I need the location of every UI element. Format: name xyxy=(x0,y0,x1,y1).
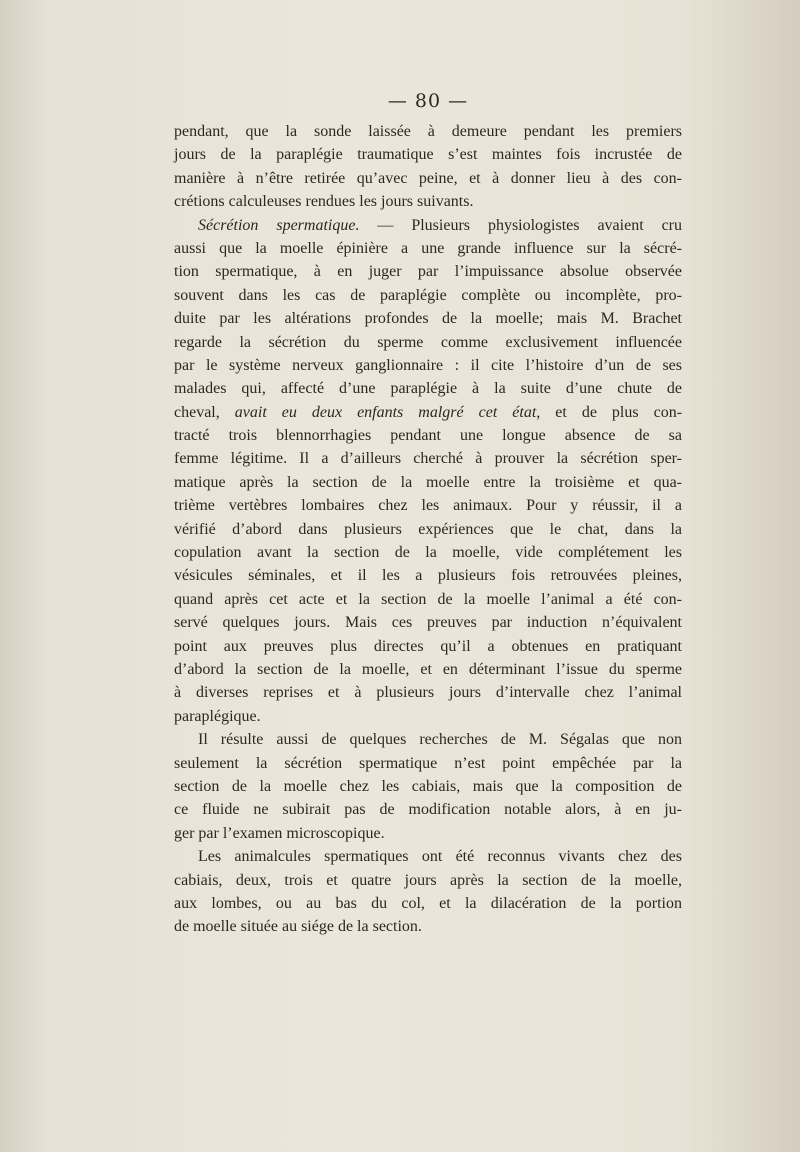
page-number: — 80 — xyxy=(387,90,469,112)
text-segment: de moelle située au siége de la section. xyxy=(174,918,422,936)
text-segment: Les animalcules spermatiques ont été reconnus vivants chez des xyxy=(198,848,682,866)
text-line xyxy=(174,284,682,307)
text-segment: aussi que la moelle épinière a une grande influence sur la sécré- xyxy=(174,239,682,257)
text-line xyxy=(174,798,682,821)
text-segment: cheval, xyxy=(174,403,235,421)
text-segment: regarde la sécrétion du sperme comme exclusivement influencée xyxy=(174,333,682,351)
text-line xyxy=(174,377,682,400)
italic-text: Sécrétion spermatique. xyxy=(198,216,360,234)
text-segment: paraplégique. xyxy=(174,707,261,725)
text-segment: — Plusieurs physiologistes avaient cru xyxy=(359,216,683,234)
text-segment: quand après cet acte et la section de la moelle l’animal a été con- xyxy=(174,590,682,608)
text-line xyxy=(174,143,682,166)
text-line xyxy=(174,822,682,845)
text-line xyxy=(174,237,682,260)
text-line xyxy=(174,331,682,354)
text-line xyxy=(174,564,682,587)
text-line xyxy=(174,354,682,377)
text-line xyxy=(174,541,682,564)
text-segment: pendant, que la sonde laissée à demeure pendant les premiers xyxy=(174,123,682,140)
text-line xyxy=(174,518,682,541)
text-segment: vésicules séminales, et il les a plusieurs fois retrouvées pleines, xyxy=(174,567,682,585)
text-line xyxy=(174,845,682,868)
text-segment: par le système nerveux ganglionnaire : il cite l’histoire d’un de ses xyxy=(174,356,682,374)
text-segment: jours de la paraplégie traumatique s’est maintes fois incrustée de xyxy=(174,146,682,164)
text-line xyxy=(174,120,682,143)
text-line xyxy=(174,611,682,634)
text-line xyxy=(174,892,682,915)
text-segment: malades qui, affecté d’une paraplégie à la suite d’une chute de xyxy=(174,380,682,398)
text-segment: vérifié d’abord dans plusieurs expériences que le chat, dans la xyxy=(174,520,682,538)
text-segment: duite par les altérations profondes de la moelle; mais M. Brachet xyxy=(174,310,682,328)
text-line xyxy=(174,775,682,798)
text-line xyxy=(174,447,682,470)
text-line xyxy=(174,915,682,938)
text-segment: point aux preuves plus directes qu’il a obtenues en pratiquant xyxy=(174,637,682,655)
italic-text: avait eu deux enfants malgré cet état xyxy=(234,403,537,421)
text-line xyxy=(174,658,682,681)
text-line xyxy=(174,190,682,213)
text-line xyxy=(174,471,682,494)
text-line xyxy=(174,167,682,190)
text-line xyxy=(174,588,682,611)
text-segment: souvent dans les cas de paraplégie complète ou incomplète, pro- xyxy=(174,286,682,304)
text-segment: trième vertèbres lombaires chez les animaux. Pour y réussir, il a xyxy=(174,497,682,515)
text-segment: seulement la sécrétion spermatique n’est point empêchée par la xyxy=(174,754,682,772)
text-segment: cabiais, deux, trois et quatre jours après la section de la moelle, xyxy=(174,871,682,889)
text-line xyxy=(174,494,682,517)
text-segment: copulation avant la section de la moelle, vide complétement les xyxy=(174,544,682,562)
text-line xyxy=(174,635,682,658)
text-segment: ger par l’examen microscopique. xyxy=(174,824,385,842)
text-segment: section de la moelle chez les cabiais, mais que la composition de xyxy=(174,777,682,795)
text-block xyxy=(174,88,682,939)
text-line xyxy=(174,307,682,330)
text-segment: , et de plus con- xyxy=(536,403,683,421)
text-line xyxy=(174,401,682,424)
text-line xyxy=(174,681,682,704)
body-text xyxy=(174,120,682,939)
text-segment: crétions calculeuses rendues les jours suivants. xyxy=(174,193,474,211)
text-segment: Il résulte aussi de quelques recherches de M. Ségalas que non xyxy=(198,731,682,749)
text-line xyxy=(174,705,682,728)
text-segment: à diverses reprises et à plusieurs jours d’intervalle chez l’animal xyxy=(174,684,682,702)
text-line xyxy=(174,424,682,447)
text-line xyxy=(174,869,682,892)
text-segment: tion spermatique, à en juger par l’impuissance absolue observée xyxy=(174,263,682,281)
text-segment: d’abord la section de la moelle, et en déterminant l’issue du sperme xyxy=(174,660,682,678)
text-line xyxy=(174,728,682,751)
text-segment: ce fluide ne subirait pas de modification notable alors, à en ju- xyxy=(174,801,682,819)
text-segment: servé quelques jours. Mais ces preuves par induction n’équivalent xyxy=(174,614,682,632)
text-segment: manière à n’être retirée qu’avec peine, et à donner lieu à des con- xyxy=(174,169,682,187)
text-segment: femme légitime. Il a d’ailleurs cherché à prouver la sécrétion sper- xyxy=(174,450,682,468)
text-segment: matique après la section de la moelle entre la troisième et qua- xyxy=(174,473,682,491)
text-line xyxy=(174,214,682,237)
text-line xyxy=(174,260,682,283)
text-line xyxy=(174,752,682,775)
text-segment: aux lombes, ou au bas du col, et la dilacération de la portion xyxy=(174,894,682,912)
text-segment: tracté trois blennorrhagies pendant une longue absence de sa xyxy=(174,427,682,445)
